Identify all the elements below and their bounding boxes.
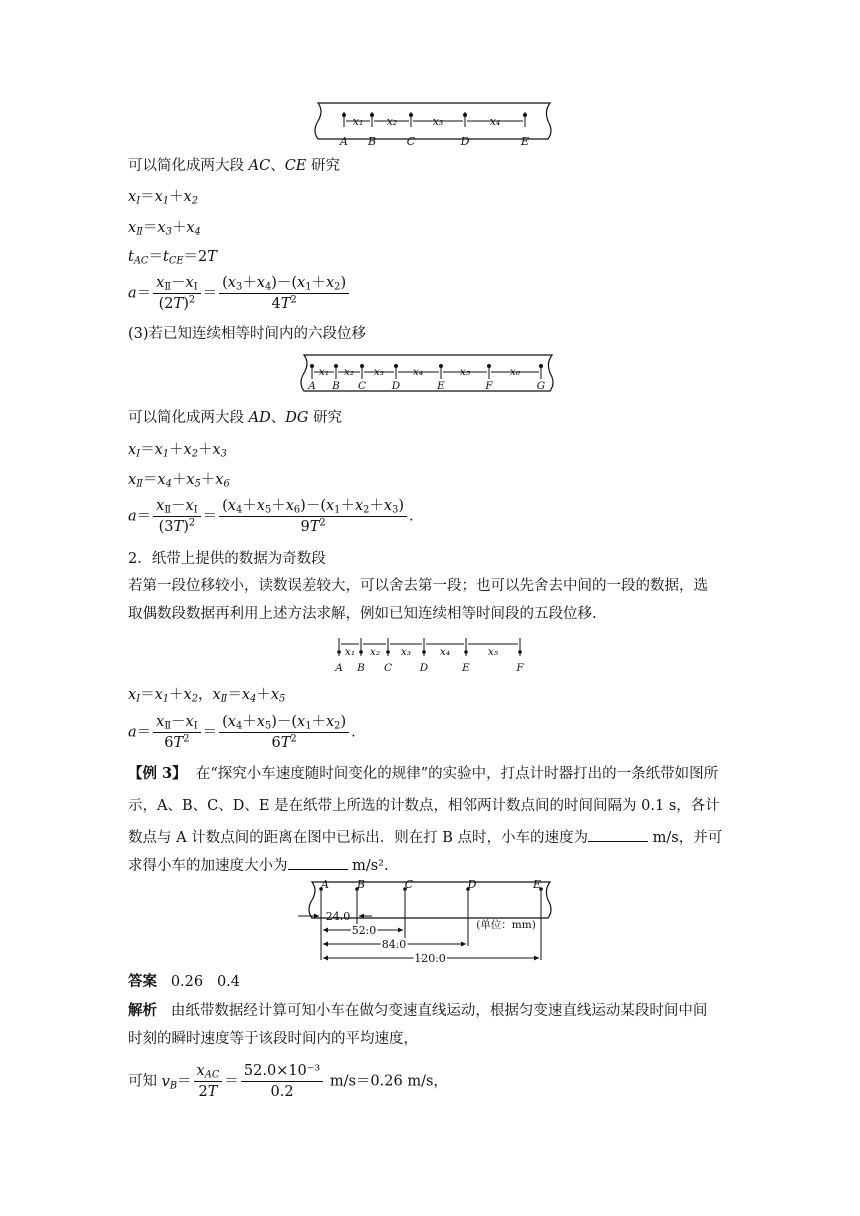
svg-text:B: B: [357, 662, 365, 674]
svg-text:52.0: 52.0: [351, 924, 377, 937]
svg-text:x₁: x₁: [318, 366, 330, 378]
formula-accel-six: a＝ $\frac{x_Ⅱ-x_Ⅰ}{(3T)^2}$ ＝ $\frac{(x_4+x_5+x_6)-(x_1+x_2+x_3)}{9T^2}$ .: [128, 498, 414, 535]
svg-text:E: E: [437, 380, 445, 392]
svg-text:C: C: [357, 380, 367, 392]
svg-text:x₄: x₄: [489, 115, 501, 128]
tape-figure-four-segments: [310, 101, 556, 147]
svg-text:G: G: [536, 380, 546, 392]
example-line-4: 求得小车的加速度大小为 m/s².: [128, 855, 389, 876]
analysis-line-1: 解析 由纸带数据经计算可知小车在做匀变速直线运动，根据匀变速直线运动某段时间中间: [128, 1002, 708, 1019]
point-label: A: [340, 135, 348, 147]
point-label: C: [406, 135, 416, 147]
svg-text:x₅: x₅: [459, 366, 471, 378]
formula-x1: $x_Ⅰ=x_1+x_2$: [128, 189, 198, 207]
tape-figure-five-segments: [330, 636, 530, 676]
svg-text:E: E: [462, 662, 470, 674]
svg-text:A: A: [321, 880, 329, 891]
svg-text:A: A: [308, 380, 316, 392]
formula-velocity-b: 可知 $v_B=$ $\frac{x_{AC}}{2T}$ ＝ $\frac{\text{52.0×10⁻³}}{0.2}$ m/s＝0.26 m/s，: [128, 1063, 448, 1100]
svg-text:x₂: x₂: [369, 646, 381, 658]
analysis-line-2: 时刻的瞬时速度等于该段时间内的平均速度，: [128, 1031, 418, 1047]
svg-text:x₄: x₄: [412, 366, 424, 378]
svg-text:120.0: 120.0: [414, 952, 446, 964]
formula-accel-four: a＝ $\frac{x_Ⅱ-x_Ⅰ}{(2T)^2}$ ＝ $\frac{(x_3+x_4)-(x_1+x_2)}{4T^2}$: [128, 274, 351, 313]
svg-text:(单位：mm): (单位：mm): [476, 919, 536, 931]
example-line-3: 数点与 A 计数点间的距离在图中已标出．则在打 B 点时，小车的速度为 m/s，并可: [128, 827, 722, 848]
svg-text:x₅: x₅: [487, 646, 499, 658]
svg-text:B: B: [332, 380, 340, 392]
svg-text:x₃: x₃: [432, 115, 444, 128]
svg-text:F: F: [485, 380, 493, 392]
svg-text:A: A: [335, 662, 343, 674]
svg-text:x₄: x₄: [439, 646, 451, 658]
formula-x1-six: $x_Ⅰ=x_1+x_2+x_3$: [128, 442, 227, 460]
svg-text:x₆: x₆: [509, 366, 521, 378]
svg-text:E: E: [532, 880, 542, 891]
svg-text:x₃: x₃: [373, 366, 385, 378]
formula-x2: $x_Ⅱ=x_3+x_4$: [128, 220, 201, 238]
formula-x1-x2-five: $x_Ⅰ=x_1+x_2$，$x_Ⅱ=x_4+x_5$: [128, 687, 286, 705]
formula-x2-six: $x_Ⅱ=x_4+x_5+x_6$: [128, 472, 230, 490]
svg-text:x₂: x₂: [386, 115, 398, 128]
svg-text:x₁: x₁: [344, 646, 356, 658]
svg-text:D: D: [391, 380, 401, 392]
svg-text:F: F: [516, 662, 524, 674]
svg-text:C: C: [383, 662, 393, 674]
svg-text:D: D: [467, 880, 477, 891]
paragraph-line-2: 取偶数段数据再利用上述方法求解，例如已知连续相等时间段的五段位移.: [128, 606, 597, 622]
simplify-ad-dg: 可以简化成两大段 AD、DG 研究: [128, 410, 343, 426]
svg-text:B: B: [356, 880, 366, 891]
svg-text:D: D: [419, 662, 429, 674]
heading-odd-segments: 2．纸带上提供的数据为奇数段: [128, 551, 326, 567]
simplify-ac-ce: 可以简化成两大段 AC、CE 研究: [128, 158, 340, 174]
example-line-1: 【例 3】 在“探究小车速度随时间变化的规律”的实验中，打点计时器打出的一条纸带如图所: [128, 765, 719, 782]
point-label: D: [460, 135, 470, 147]
formula-accel-five: a＝ $\frac{x_Ⅱ-x_Ⅰ}{6T^2}$ ＝ $\frac{(x_4+x_5)-(x_1+x_2)}{6T^2}$ .: [128, 714, 356, 751]
paragraph-line-1: 若第一段位移较小，读数误差较大，可以舍去第一段；也可以先舍去中间的一段的数据，选: [128, 578, 708, 594]
svg-text:x₃: x₃: [400, 646, 412, 658]
tape-figure-measured: [290, 880, 560, 964]
svg-text:x₁: x₁: [352, 115, 364, 128]
svg-text:24.0: 24.0: [325, 910, 351, 923]
svg-text:C: C: [404, 880, 414, 891]
answer-blank-velocity[interactable]: [588, 827, 648, 842]
point-label: B: [367, 135, 377, 147]
formula-time: $t_{AC}=t_{CE}=2T$: [128, 249, 217, 267]
answer-line: 答案 0.26 0.4: [128, 973, 241, 990]
svg-text:84.0: 84.0: [381, 938, 407, 951]
point-label: E: [520, 135, 530, 147]
tape-figure-six-segments: [298, 353, 560, 397]
heading-six-segments: (3)若已知连续相等时间内的六段位移: [128, 326, 367, 342]
svg-text:x₂: x₂: [343, 366, 355, 378]
answer-blank-acceleration[interactable]: [288, 855, 348, 870]
example-line-2: 示，A、B、C、D、E 是在纸带上所选的计数点，相邻两计数点间的时间间隔为 0.1 s，各计: [128, 798, 720, 814]
